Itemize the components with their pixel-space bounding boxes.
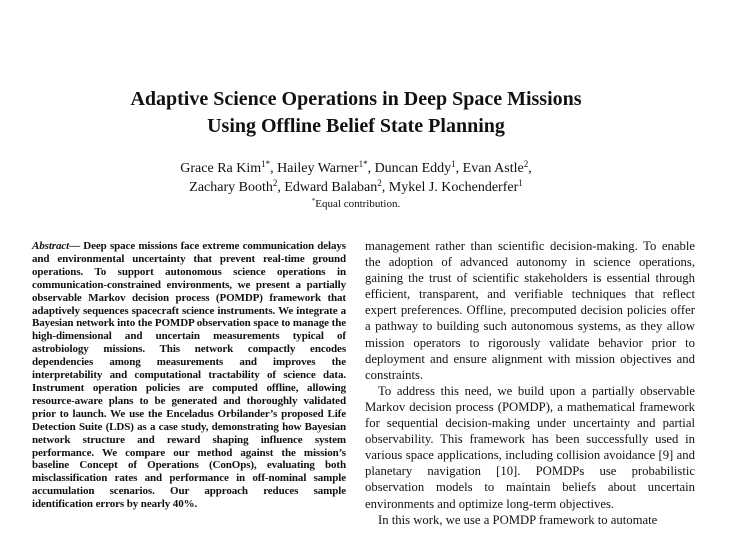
author-affiliation: 2 [272, 178, 278, 188]
introduction-column [365, 238, 695, 528]
title-line-1: Adaptive Science Operations in Deep Space Missions [130, 88, 582, 110]
author-affiliation: 1 [518, 178, 523, 188]
intro-paragraph-3: In this work, we use a POMDP framework to automate [378, 512, 658, 527]
author-name: Hailey Warner [277, 161, 359, 176]
intro-paragraph-1: management rather than scientific decision-making. To enable the adoption of advanced autonomy in science operations, gaining the trust of scientific stakeholders is essential through efficient, transparent, and verifiable techniques that reflect expert preferences. Offline, precomputed decision policies offer a pathway to building such autonomous systems, as they allow mission operators to rigorously validate behavior prior to deployment and ensure alignment with mission objectives and constraints. [365, 239, 695, 382]
author-separator: , [277, 180, 285, 195]
author-line-1 [0, 159, 712, 178]
equal-contribution-mark: * [311, 197, 316, 205]
equal-contribution-note [0, 197, 712, 211]
author-name: Evan Astle [462, 161, 524, 176]
author-affiliation: 2 [377, 178, 382, 188]
author-affiliation: 1* [358, 159, 368, 169]
equal-contribution-text: Equal contribution. [315, 198, 401, 210]
author-line-2 [0, 178, 712, 197]
author-name: Zachary Booth [189, 180, 273, 195]
author-affiliation: 2 [523, 159, 529, 169]
author-separator: , [270, 161, 278, 176]
author-name: Mykel J. Kochenderfer [388, 180, 519, 195]
author-separator: , [367, 161, 375, 176]
author-separator: , [381, 180, 389, 195]
abstract-body: Deep space missions face extreme communication delays and environmental uncertainty that prevent real-time ground operations. To support autonomous science operations in communication-constrained environments, we present a partially observable Markov decision process (POMDP) framework that adaptively sequences spacecraft science instruments. We integrate a Bayesian network into the POMDP observation space to manage the high-dimensional and uncertain measurements typical of astrobiology missions. This network compactly encodes dependencies among measurements and improves the interpretability and computational tractability of science data. Instrument operation policies are computed offline, allowing resource-aware plans to be generated and thoroughly validated prior to launch. We use the Enceladus Orbilander’s proposed Life Detection Suite (LDS) as a case study, demonstrating how Bayesian network structure and reward shaping influence system performance. We compare our method against the mission’s baseline Concept of Operations (ConOps), evaluating both misclassification rates and performance in off-nominal sample accumulation scenarios. Our approach reduces sample identification errors by nearly 40%. [32, 240, 346, 511]
author-separator: , [455, 161, 463, 176]
abstract-column [32, 240, 346, 511]
author-list [0, 159, 712, 197]
author-affiliation: 1* [261, 159, 271, 169]
author-name: Edward Balaban [284, 180, 378, 195]
intro-paragraph-2: To address this need, we build upon a partially observable Markov decision process (POMDP), a mathematical framework for sequential decision-making under uncertainty and partial observability. This framework has been successfully used in various space applications, including collision avoidance [9] and planetary navigation [10]. POMDPs use probabilistic observation models to maintain beliefs about uncertain environments and optimize long-term objectives. [365, 383, 695, 511]
abstract-dash: — [69, 240, 84, 252]
author-affiliation: 1 [451, 159, 456, 169]
abstract-heading: Abstract [32, 240, 70, 252]
author-separator: , [528, 161, 532, 176]
title-line-2: Using Offline Belief State Planning [207, 115, 505, 137]
author-name: Duncan Eddy [374, 161, 452, 176]
author-name: Grace Ra Kim [180, 161, 262, 176]
paper-title [0, 86, 712, 140]
